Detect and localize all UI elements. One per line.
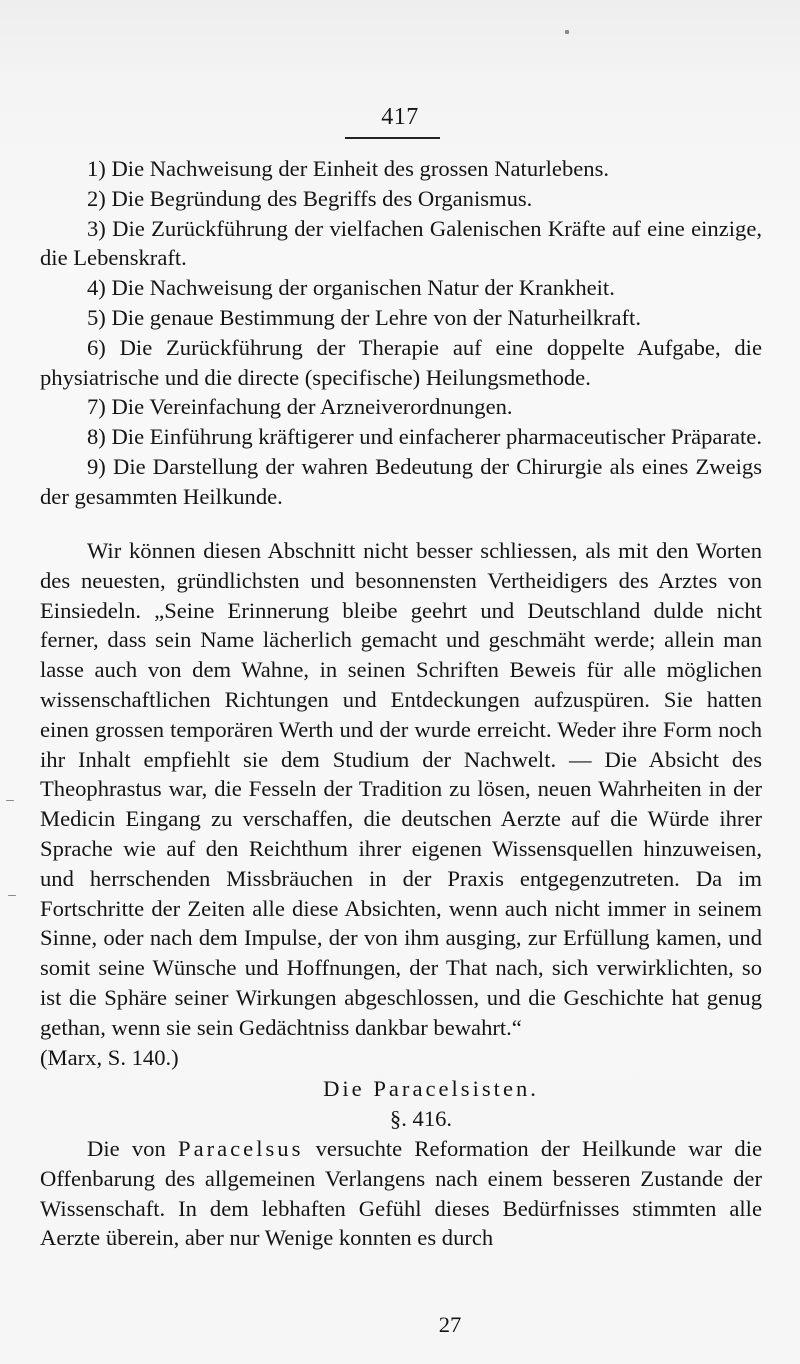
section-number: §. 416. [389, 1106, 453, 1132]
list-item: 3) Die Zurückführung der vielfachen Galenischen Kräfte auf eine einzige, die Lebenskraft. [40, 215, 762, 271]
signature-mark: 27 [438, 1312, 462, 1337]
citation-text: (Marx, S. 140.) [40, 1044, 179, 1070]
list-item: 8) Die Einführung kräftigerer und einfacherer pharmaceutischer Präparate. [87, 424, 762, 450]
author-name: Paracelsus [178, 1135, 304, 1161]
quote-body: Wir können diesen Abschnitt nicht besser schliessen, als mit den Worten des neuesten, gründlichsten und besonnensten Vertheidigers des Arztes von Einsiedeln. „Seine Erinnerung bleibe geehrt und Deutschland dulde nicht ferner, dass sein Name lächerlich gemacht und geschmäht werde; allein man lasse auch von dem Wahne, in seinen Schriften Beweis für alle möglichen wissenschaftlichen Richtungen und Entdeckungen aufzuspüren. Sie hatten einen grossen temporären Werth und der wurde erreicht. Weder ihre Form noch ihr Inhalt empfiehlt sie dem Studium der Nachwelt. — Die Absicht des Theophrastus war, die Fesseln der Tradition zu lösen, neuen Wahrheiten in der Medicin Eingang zu verschaffen, die deutschen Aerzte auf die Würde ihrer Sprache wie auf den Reichthum ihrer eigenen Wissensquellen hinzuweisen, und herrschenden Missbräuchen in der Praxis entgegenzutreten. Da im Fortschritte der Zeiten alle diese Absichten, wenn auch nicht immer in seinem Sinne, oder nach dem Impulse, der von ihm ausging, zur Erfüllung kamen, und somit seine Wünsche und Hoffnungen, der That nach, sich verwirklichten, so ist die Sphäre seiner Wirkungen abgeschlossen, und die Geschichte hat genug gethan, wenn sie sein Gedächtniss dankbar bewahrt.“ [40, 538, 762, 1040]
list-item: 4) Die Nachweisung der organischen Natur der Krankheit. [87, 275, 615, 301]
list-item: 9) Die Darstellung der wahren Bedeutung der Chirurgie als eines Zweigs der gesammten Heilkunde. [40, 453, 762, 509]
quote-text [40, 536, 762, 1043]
citation [40, 1043, 762, 1073]
page-number: 417 [381, 104, 419, 130]
section-text-before: Die von [87, 1135, 178, 1161]
page-number-rule [345, 137, 440, 139]
section-text-after: versuchte Reformation der Heilkunde war die Offenbarung des allgemeinen Verlangens nach einem besseren Zustande der Wissenschaft. In dem lebhaften Gefühl dieses Bedürfnisses stimmten alle Aerzte überein, aber nur Wenige konnten es durch [40, 1135, 763, 1251]
numbered-list [40, 154, 762, 512]
list-item: 6) Die Zurückführung der Therapie auf eine doppelte Aufgabe, die physiatrische und die directe (specifische) Heilungsmethode. [40, 334, 762, 390]
list-item: 5) Die genaue Bestimmung der Lehre von der Naturheilkraft. [87, 304, 641, 330]
margin-mark [8, 895, 16, 896]
list-item: 1) Die Nachweisung der Einheit des grossen Naturlebens. [87, 156, 610, 181]
section-paragraph [40, 1134, 762, 1253]
conclusion-paragraph [40, 536, 762, 1253]
list-item: 2) Die Begründung des Begriffs des Organismus. [87, 185, 533, 211]
margin-mark [6, 800, 14, 801]
margin-mark [565, 30, 569, 34]
section-heading: Die Paracelsisten. [323, 1076, 539, 1102]
list-item: 7) Die Vereinfachung der Arzneiverordnungen. [87, 394, 513, 420]
